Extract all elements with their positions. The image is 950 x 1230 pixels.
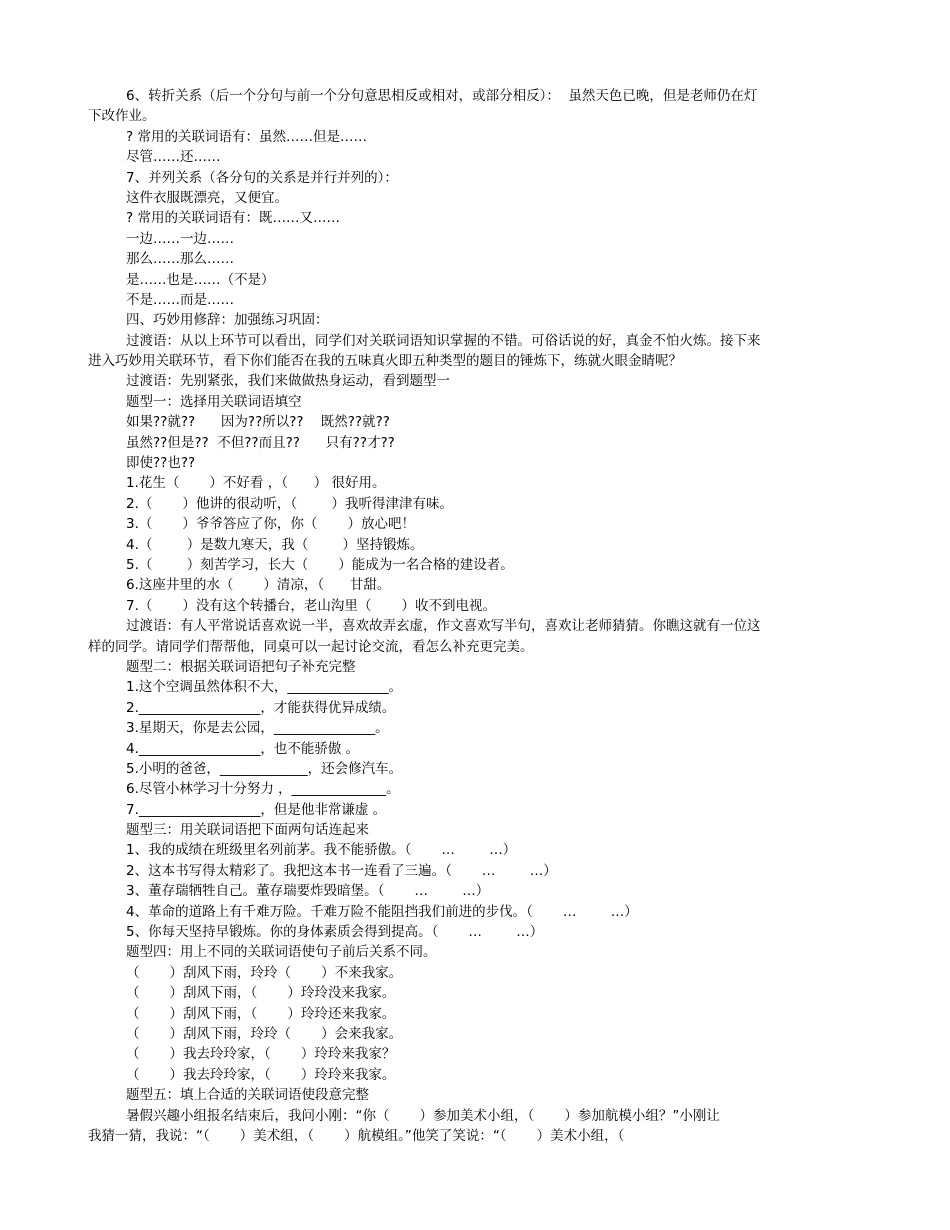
text-line: （ ）我去玲玲家，（ ）玲玲来我家？ <box>126 1046 396 1063</box>
text-line: 6、转折关系（后一个分句与前一个分句意思相反或相对，或部分相反）： 虽然天色已晚，但是老师仍在灯 <box>126 88 758 104</box>
text-line: 过渡语：有人平常说话喜欢说一半，喜欢故弄玄虚，作文喜欢写半句，喜欢让老师猜猜。你瞧这就有一位这 <box>126 618 761 635</box>
text-line: 如果??就?? 因为??所以?? 既然??就?? <box>126 414 390 431</box>
text-line: 7、并列关系（各分句的关系是并行并列的）： <box>126 169 398 186</box>
document-page <box>0 86 950 1146</box>
text-line: 2、这本书写得太精彩了。我把这本书一连看了三遍。（ … …） <box>126 862 557 879</box>
text-line: 不是……而是…… <box>126 291 234 308</box>
text-line: 1.这个空调虽然体积不大，_______________。 <box>126 679 403 696</box>
text-line: 5、你每天坚持早锻炼。你的身体素质会得到提高。（ … …） <box>126 924 544 941</box>
text-line: 题型五：填上合适的关联词语使段意完整 <box>126 1087 369 1104</box>
text-line: 1.花生（ ）不好看 ，（ ） 很好用。 <box>126 475 386 492</box>
text-line: 题型三：用关联词语把下面两句话连起来 <box>126 822 369 839</box>
text-line: ? 常用的关联词语有：既……又…… <box>126 210 340 227</box>
text-line: 题型二：根据关联词语把句子补充完整 <box>126 658 356 675</box>
text-line: 一边……一边…… <box>126 230 234 247</box>
text-line: 5.（ ）刻苦学习，长大（ ）能成为一名合格的建设者。 <box>126 556 514 573</box>
text-line: 3、董存瑞牺牲自己。董存瑞要炸毁暗堡。（ … …） <box>126 883 490 900</box>
text-line: 虽然??但是?? 不但??而且?? 只有??才?? <box>126 434 395 451</box>
text-line: 题型一：选择用关联词语填空 <box>126 393 302 410</box>
text-line: （ ）刮风下雨，玲玲（ ）会来我家。 <box>126 1025 403 1042</box>
text-line: ? 常用的关联词语有：虽然……但是…… <box>126 128 367 145</box>
text-line: 5.小明的爸爸，_____________，还会修汽车。 <box>126 760 403 777</box>
text-line: 7.（ ）没有这个转播台，老山沟里（ ）收不到电视。 <box>126 597 496 614</box>
text-line: 题型四：用上不同的关联词语使句子前后关系不同。 <box>126 944 437 961</box>
text-line: 四、巧妙用修辞：加强练习巩固： <box>126 312 329 329</box>
text-line: （ ）刮风下雨，（ ）玲玲还来我家。 <box>126 1005 396 1022</box>
text-line: 2.（ ）他讲的很动听，（ ）我听得津津有味。 <box>126 495 453 512</box>
text-line: 6.尽管小林学习十分努力 ，______________。 <box>126 781 400 798</box>
text-line: 是……也是……（不是） <box>126 271 275 288</box>
text-line: 6.这座井里的水（ ）清凉，（ 甘甜。 <box>126 577 391 594</box>
text-line: 4.（ ）是数九寒天，我（ ）坚持锻炼。 <box>126 536 424 553</box>
text-line: 暑假兴趣小组报名结束后，我问小刚：“你（ ）参加美术小组，（ ）参加航模小组？”小刚让 <box>126 1107 720 1124</box>
text-line: 3.（ ）爷爷答应了你，你（ ）放心吧！ <box>126 516 415 533</box>
text-line: 过渡语：先别紧张，我们来做做热身运动，看到题型一 <box>126 373 450 390</box>
text-line: 我猜一猜，我说：“（ ）美术组，（ ）航模组。”他笑了笑说：“（ ）美术小组，（ <box>88 1127 625 1144</box>
text-line: 7.__________________，但是他非常谦虚 。 <box>126 801 387 818</box>
text-line: 这件衣服既漂亮，又便宜。 <box>126 189 288 206</box>
text-line: 即使??也?? <box>126 455 196 472</box>
text-line: 样的同学。请同学们帮帮他，同桌可以一起讨论交流，看怎么补充更完美。 <box>88 638 534 655</box>
text-line: （ ）我去玲玲家，（ ）玲玲来我家。 <box>126 1066 396 1083</box>
text-line: 2.__________________，才能获得优异成绩。 <box>126 699 396 716</box>
text-line: 1、我的成绩在班级里名列前茅。我不能骄傲。（ … …） <box>126 842 517 859</box>
text-line: 4、革命的道路上有千难万险。千难万险不能阻挡我们前进的步伐。（ … …） <box>126 903 638 920</box>
text-line: 4.__________________，也不能骄傲 。 <box>126 740 360 757</box>
text-line: 下改作业。 <box>88 108 156 125</box>
text-line: 过渡语：从以上环节可以看出，同学们对关联词语知识掌握的不错。可俗话说的好，真金不怕火炼。接下来 <box>126 332 761 349</box>
text-line: 3.星期天，你是去公园，_______________。 <box>126 720 389 737</box>
text-line: 进入巧妙用关联环节，看下你们能否在我的五味真火即五种类型的题目的锤炼下，练就火眼金睛呢？ <box>88 353 682 370</box>
text-line: 那么……那么…… <box>126 251 234 268</box>
text-line: （ ）刮风下雨，玲玲（ ）不来我家。 <box>126 964 403 981</box>
text-line: 尽管……还…… <box>126 149 221 166</box>
text-line: （ ）刮风下雨，（ ）玲玲没来我家。 <box>126 985 396 1002</box>
